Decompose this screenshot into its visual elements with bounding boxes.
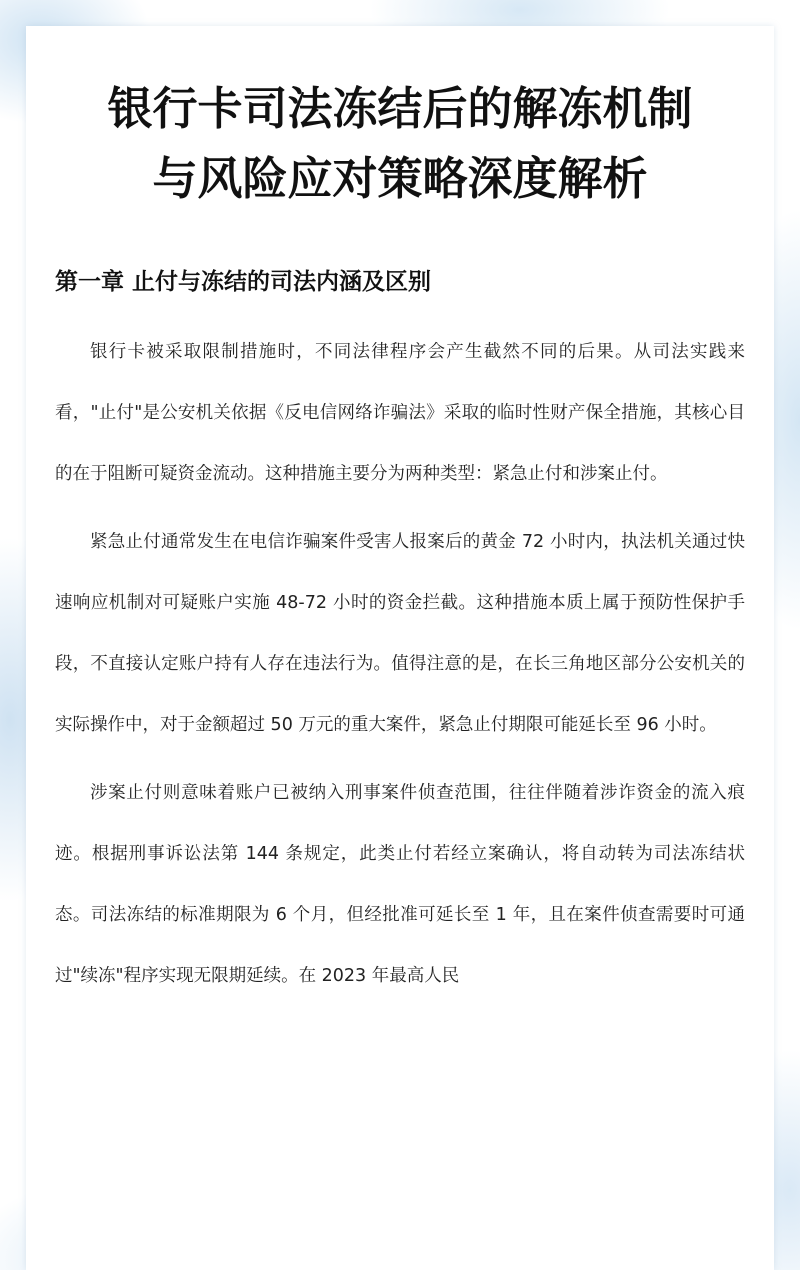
paragraph: 紧急止付通常发生在电信诈骗案件受害人报案后的黄金 72 小时内，执法机关通过快速响应机制对可疑账户实施 48-72 小时的资金拦截。这种措施本质上属于预防性保护手段，不直接认定账户持有人存在违法行为。值得注意的是，在长三角地区部分公安机关的实际操作中，对于金额超过 50 万元的重大案件，紧急止付期限可能延长至 96 小时。 — [55, 532, 745, 735]
paragraph: 银行卡被采取限制措施时，不同法律程序会产生截然不同的后果。从司法实践来看，"止付"是公安机关依据《反电信网络诈骗法》采取的临时性财产保全措施，其核心目的在于阻断可疑资金流动。这种措施主要分为两种类型：紧急止付和涉案止付。 — [55, 342, 745, 484]
chapter-heading: 第一章 止付与冻结的司法内涵及区别 — [55, 269, 432, 295]
article-body — [55, 322, 745, 1014]
document-title — [0, 74, 800, 214]
title-line-1: 银行卡司法冻结后的解冻机制 — [107, 82, 693, 135]
title-line-2: 与风险应对策略深度解析 — [152, 152, 648, 205]
paragraph: 涉案止付则意味着账户已被纳入刑事案件侦查范围，往往伴随着涉诈资金的流入痕迹。根据刑事诉讼法第 144 条规定，此类止付若经立案确认，将自动转为司法冻结状态。司法冻结的标准期限为 6 个月，但经批准可延长至 1 年，且在案件侦查需要时可通过"续冻"程序实现无限期延续。在 2023 年最高人民 — [55, 783, 745, 986]
